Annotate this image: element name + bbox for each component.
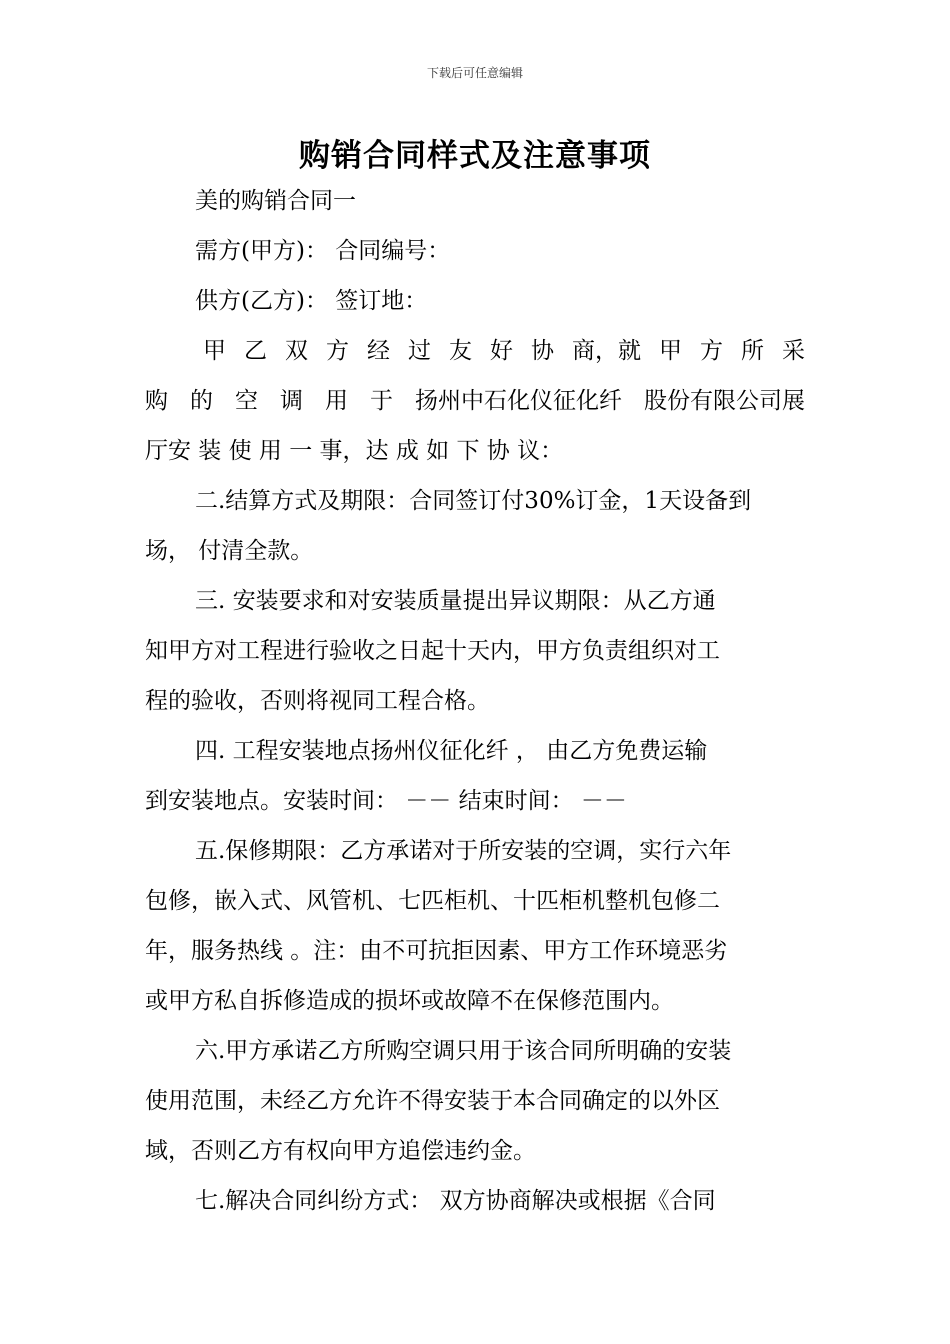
section-3-line-2: 知甲方对工程进行验收之日起十天内，甲方负责组织对工: [145, 638, 720, 664]
section-6-line-2: 使用范围，未经乙方允许不得安装于本合同确定的以外区: [145, 1088, 720, 1114]
section-5-line-4: 或甲方私自拆修造成的损坏或故障不在保修范围内。: [145, 988, 674, 1014]
section-4-line-1: 四. 工程安装地点扬州仪征化纤 ， 由乙方免费运输: [195, 738, 708, 764]
intro-line-1: 甲 乙 双 方 经 过 友 好 协 商，就 甲 方 所 采: [203, 338, 805, 364]
section-2-line-2: 场， 付清全款。: [145, 538, 314, 564]
intro-line-3: 厅安 装 使 用 一 事，达 成 如 下 协 议：: [145, 438, 564, 464]
section-3-line-1: 三. 安装要求和对安装质量提出异议期限：从乙方通: [195, 588, 716, 614]
section-2-line-1: 二.结算方式及期限：合同签订付30%订金，1天设备到: [195, 488, 752, 514]
section-6-line-1: 六.甲方承诺乙方所购空调只用于该合同所明确的安装: [195, 1038, 732, 1064]
contract-subtitle: 美的购销合同一: [195, 188, 356, 214]
document-title: 购销合同样式及注意事项: [299, 138, 651, 174]
section-6-line-3: 域，否则乙方有权向甲方追偿违约金。: [145, 1138, 536, 1164]
section-3-line-3: 程的验收，否则将视同工程合格。: [145, 688, 490, 714]
section-4-line-2: 到安装地点。安装时间： －－ 结束时间： －－: [145, 788, 627, 814]
intro-line-2: 购 的 空 调 用 于 扬州中石化仪征化纤 股份有限公司展: [145, 388, 805, 414]
section-5-line-3: 年，服务热线 。注：由不可抗拒因素、甲方工作环境恶劣: [145, 938, 728, 964]
section-5-line-2: 包修，嵌入式、风管机、七匹柜机、十匹柜机整机包修二: [145, 888, 720, 914]
document-body: [145, 176, 805, 1226]
seller-line: 供方(乙方)： 签订地：: [195, 288, 428, 314]
section-7-line-1: 七.解决合同纠纷方式： 双方协商解决或根据《合同: [195, 1188, 716, 1214]
section-5-line-1: 五.保修期限：乙方承诺对于所安装的空调，实行六年: [195, 838, 732, 864]
buyer-line: 需方(甲方)： 合同编号：: [195, 238, 451, 264]
header-note: 下载后可任意编辑: [426, 66, 523, 80]
